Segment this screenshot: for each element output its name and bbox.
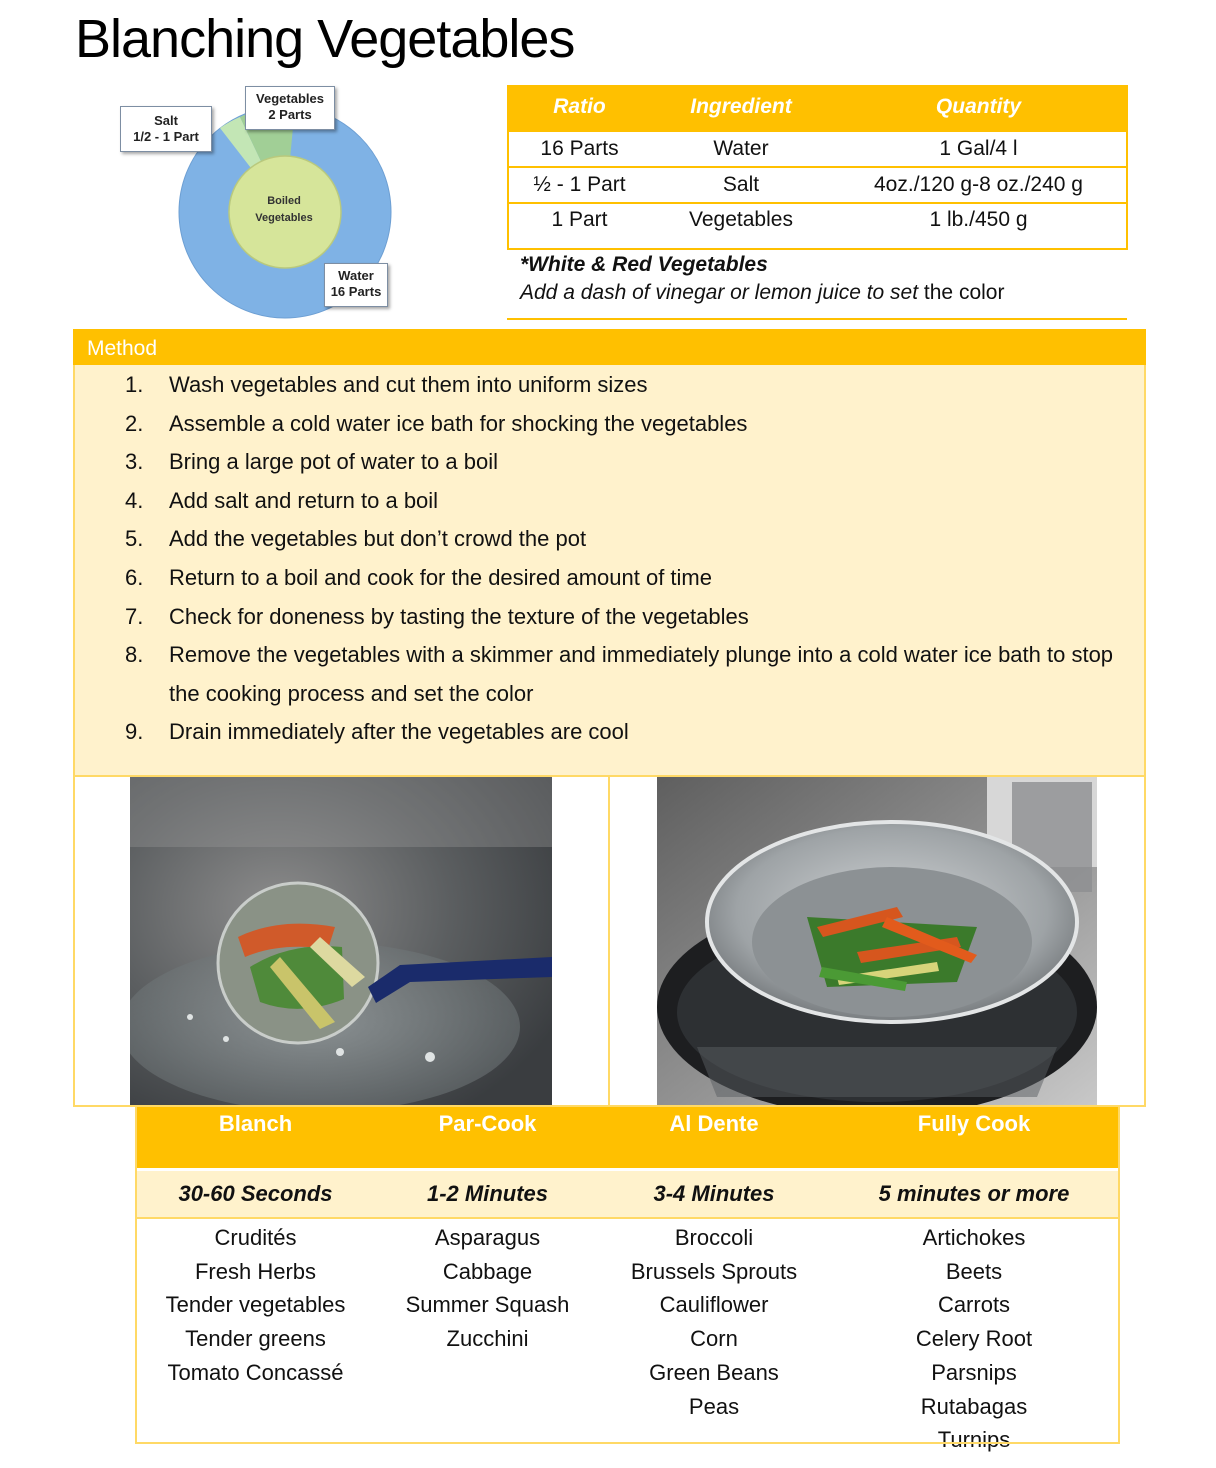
colander-in-ice-bath-photo bbox=[657, 777, 1097, 1105]
list-item: Zucchini bbox=[446, 1326, 529, 1352]
al-dente-time: 3-4 Minutes bbox=[599, 1170, 829, 1219]
blanch-time: 30-60 Seconds bbox=[135, 1170, 376, 1219]
ratio-table bbox=[507, 85, 1127, 252]
ratio-cell: 1 Part bbox=[551, 208, 608, 231]
list-item: 9. Drain immediately after the vegetables are cool bbox=[125, 719, 629, 745]
par-cook-vegetables bbox=[376, 1218, 599, 1458]
par-cook-header: Par-Cook bbox=[376, 1107, 599, 1170]
list-item: Cabbage bbox=[442, 1258, 533, 1284]
fully-cook-time: 5 minutes or more bbox=[829, 1170, 1119, 1219]
skimmer-photo-illustration bbox=[130, 777, 552, 1105]
center-label-2: Vegetables bbox=[255, 212, 313, 224]
list-item: 7. Check for doneness by tasting the texture of the vegetables bbox=[125, 603, 749, 629]
ingredient-cell: Salt bbox=[652, 167, 830, 203]
water-label: Water 16 Parts bbox=[324, 263, 388, 307]
list-item: Cauliflower bbox=[659, 1292, 769, 1318]
list-item: 2. Assemble a cold water ice bath for shocking the vegetables bbox=[125, 410, 748, 436]
salt-label: Salt 1/2 - 1 Part bbox=[120, 106, 212, 152]
list-item: Summer Squash bbox=[405, 1292, 570, 1318]
cooking-time-table bbox=[135, 1107, 1119, 1458]
method-steps bbox=[125, 366, 1125, 752]
ratio-cell: 16 Parts bbox=[507, 131, 652, 168]
list-item: Tomato Concassé bbox=[167, 1359, 344, 1385]
vegetables-label: Vegetables 2 Parts bbox=[245, 86, 335, 130]
note-underline bbox=[507, 318, 1127, 320]
list-item: 4. Add salt and return to a boil bbox=[125, 487, 439, 513]
ratio-header: Ratio bbox=[507, 85, 652, 131]
fully-cook-vegetables bbox=[829, 1218, 1119, 1458]
list-item: Tender vegetables bbox=[165, 1292, 346, 1318]
quantity-header: Quantity bbox=[830, 85, 1127, 131]
list-item: Tender greens bbox=[185, 1326, 326, 1352]
note-heading: *White & Red Vegetables bbox=[520, 253, 768, 276]
method-header: Method bbox=[73, 329, 1146, 365]
blanch-header: Blanch bbox=[135, 1107, 376, 1170]
colander-photo-illustration bbox=[657, 777, 1097, 1105]
ratio-diagram bbox=[115, 80, 415, 320]
list-item: 6. Return to a boil and cook for the desired amount of time bbox=[125, 564, 712, 590]
list-item: Celery Root bbox=[915, 1326, 1033, 1352]
page-title: Blanching Vegetables bbox=[75, 9, 575, 69]
center-label-1: Boiled bbox=[267, 195, 301, 207]
list-item: 8. Remove the vegetables with a skimmer and immediately plunge into a cold water ice bath to stop the cooking process and set the color bbox=[125, 642, 1114, 706]
vegetable-note bbox=[520, 253, 1004, 305]
quantity-cell: 1 lb./450 g bbox=[929, 208, 1028, 231]
list-item: Peas bbox=[688, 1393, 740, 1419]
list-item: Rutabagas bbox=[920, 1393, 1028, 1419]
ingredient-cell: Vegetables bbox=[689, 208, 793, 231]
photo-divider bbox=[608, 775, 610, 1106]
list-item: Turnips bbox=[937, 1427, 1011, 1453]
table-row bbox=[135, 1218, 1119, 1458]
list-item: Asparagus bbox=[434, 1225, 541, 1250]
list-item: Broccoli bbox=[674, 1225, 754, 1250]
par-cook-time: 1-2 Minutes bbox=[376, 1170, 599, 1219]
ratio-table-header bbox=[507, 85, 1127, 131]
list-item: Parsnips bbox=[931, 1359, 1017, 1385]
ingredient-header: Ingredient bbox=[652, 85, 830, 131]
ratio-cell: ½ - 1 Part bbox=[507, 167, 652, 203]
blanch-vegetables bbox=[135, 1218, 376, 1458]
fully-cook-header: Fully Cook bbox=[829, 1107, 1119, 1170]
list-item: Carrots bbox=[937, 1292, 1011, 1318]
list-item: Beets bbox=[945, 1258, 1003, 1284]
skimmer-in-boiling-water-photo bbox=[130, 777, 552, 1105]
ingredient-cell: Water bbox=[652, 131, 830, 168]
list-item: 5. Add the vegetables but don’t crowd the pot bbox=[125, 526, 587, 552]
list-item: Corn bbox=[690, 1326, 738, 1352]
table-row bbox=[507, 131, 1127, 168]
table-row bbox=[507, 167, 1127, 203]
list-item: Green Beans bbox=[649, 1359, 779, 1385]
list-item: Brussels Sprouts bbox=[630, 1258, 798, 1284]
quantity-cell: 1 Gal/4 l bbox=[830, 131, 1127, 168]
list-item: 3. Bring a large pot of water to a boil bbox=[125, 449, 498, 475]
cook-table-header bbox=[135, 1107, 1119, 1170]
note-text: Add a dash of vinegar or lemon juice to set the color bbox=[520, 281, 1005, 304]
list-item: Artichokes bbox=[922, 1225, 1026, 1250]
table-row bbox=[507, 203, 1127, 252]
list-item: Fresh Herbs bbox=[194, 1258, 317, 1284]
table-row bbox=[135, 1170, 1119, 1219]
quantity-cell: 4oz./120 g-8 oz./240 g bbox=[830, 167, 1127, 203]
list-item: Crudités bbox=[214, 1225, 297, 1250]
list-item: 1. Wash vegetables and cut them into uniform sizes bbox=[125, 372, 648, 397]
al-dente-header: Al Dente bbox=[599, 1107, 829, 1170]
al-dente-vegetables bbox=[599, 1218, 829, 1458]
